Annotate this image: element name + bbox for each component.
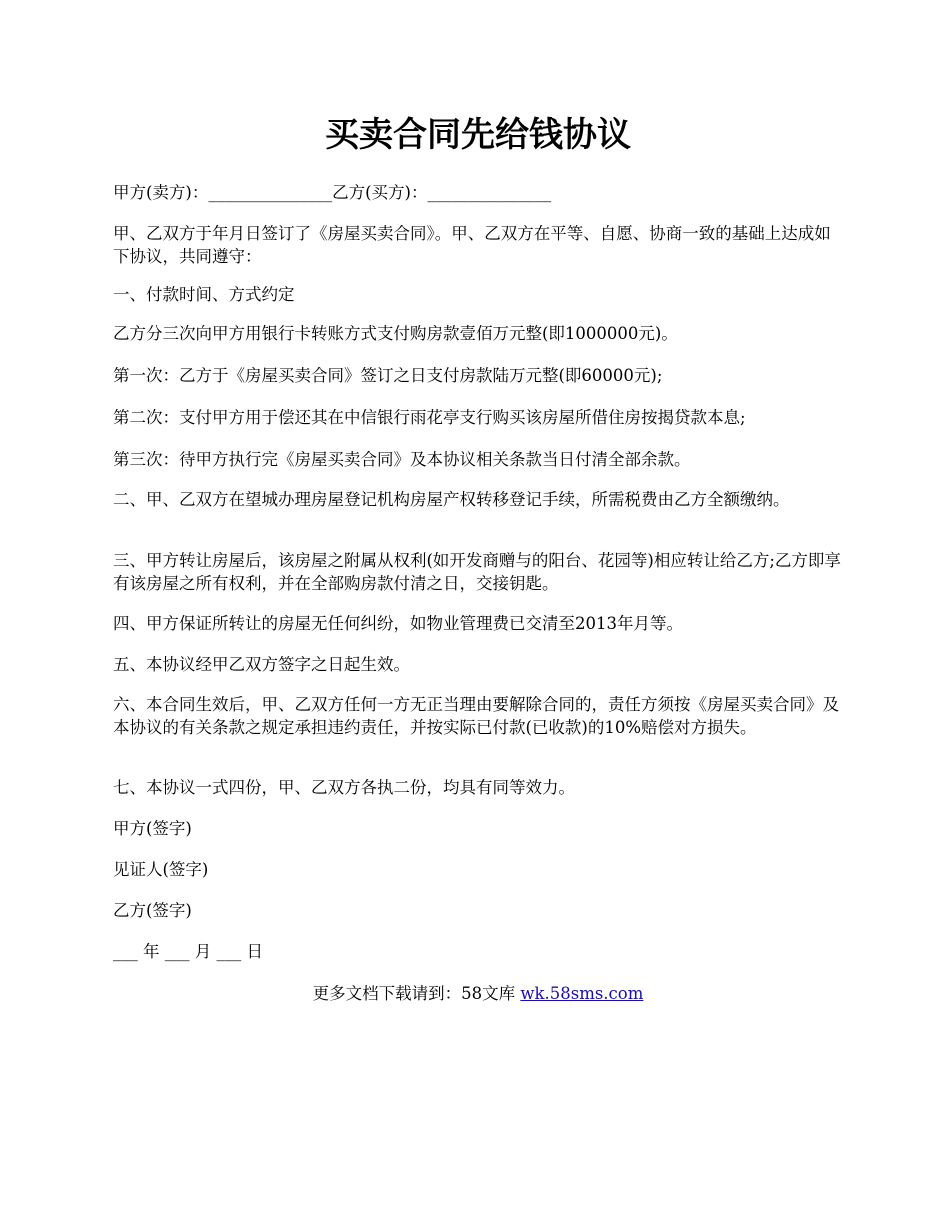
paragraph-clause-7: 七、本协议一式四份，甲、乙双方各执二份，均具有同等效力。 [113, 778, 575, 797]
paragraph-clause-6: 六、本合同生效后，甲、乙双方任何一方无正当理由要解除合同的，责任方须按《房屋买卖合同》及本协议的有关条款之规定承担违约责任，并按实际已付款(已收款)的10%赔偿对方损失。 [113, 695, 839, 737]
date-line: ___ 年 ___ 月 ___ 日 [113, 942, 263, 961]
section-heading-payment: 一、付款时间、方式约定 [113, 285, 295, 304]
parties-line: 甲方(卖方)：_______________乙方(买方)：_______________ [113, 183, 552, 202]
paragraph-clause-2: 二、甲、乙双方在望城办理房屋登记机构房屋产权转移登记手续，所需税费由乙方全额缴纳。 [113, 490, 790, 509]
paragraph-first-payment: 第一次：乙方于《房屋买卖合同》签订之日支付房款陆万元整(即60000元); [113, 366, 663, 385]
signature-party-b: 乙方(签字) [113, 901, 192, 920]
signature-witness: 见证人(签字) [113, 860, 209, 879]
paragraph-intro: 甲、乙双方于年月日签订了《房屋买卖合同》。甲、乙双方在平等、自愿、协商一致的基础上达成如下协议，共同遵守： [113, 224, 831, 266]
paragraph-second-payment: 第二次：支付甲方用于偿还其在中信银行雨花亭支行购买该房屋所借住房按揭贷款本息; [113, 408, 746, 427]
signature-party-a: 甲方(签字) [113, 819, 192, 838]
footer-link[interactable]: wk.58sms.com [520, 984, 644, 1003]
paragraph-clause-4: 四、甲方保证所转让的房屋无任何纠纷，如物业管理费已交清至2013年月等。 [113, 614, 683, 633]
paragraph-third-payment: 第三次：待甲方执行完《房屋买卖合同》及本协议相关条款当日付清全部余款。 [113, 450, 691, 469]
footer [113, 982, 843, 1005]
paragraph-clause-3: 三、甲方转让房屋后，该房屋之附属从权利(如开发商赠与的阳台、花园等)相应转让给乙方;乙方即享有该房屋之所有权利，并在全部购房款付清之日，交接钥匙。 [113, 551, 841, 593]
footer-text: 更多文档下载请到：58文库 [312, 984, 521, 1003]
paragraph-payment-total: 乙方分三次向甲方用银行卡转账方式支付购房款壹佰万元整(即1000000元)。 [113, 324, 678, 343]
paragraph-clause-5: 五、本协议经甲乙双方签字之日起生效。 [113, 655, 410, 674]
document-title: 买卖合同先给钱协议 [325, 115, 631, 155]
